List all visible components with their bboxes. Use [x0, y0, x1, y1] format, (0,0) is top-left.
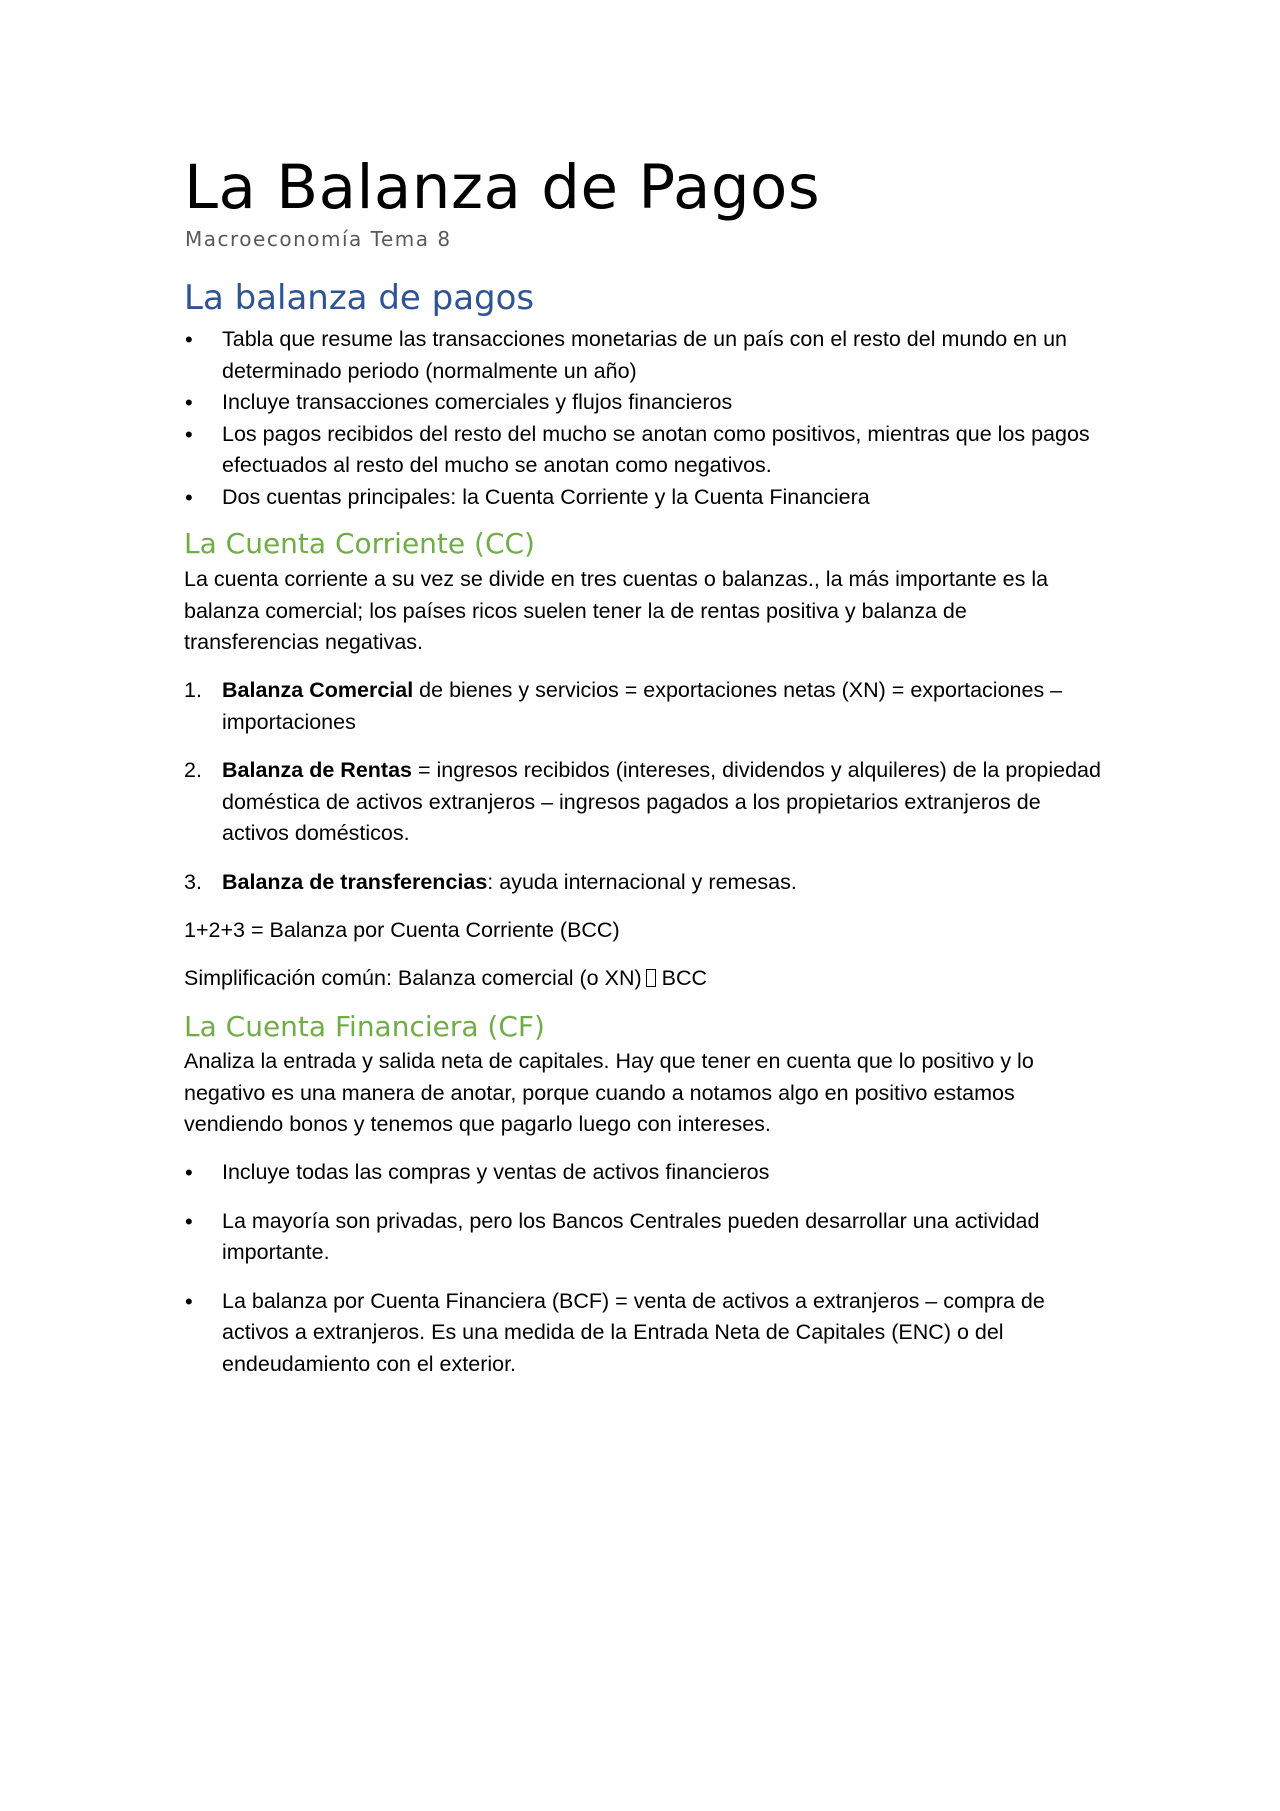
list-number: 3. — [184, 869, 202, 894]
section-heading-balanza-de-pagos: La balanza de pagos — [184, 278, 535, 318]
list-item — [184, 1286, 1104, 1381]
list-item — [184, 324, 1104, 387]
list-item — [184, 1157, 1104, 1189]
bullet-marker: • — [185, 327, 193, 352]
list-item-text: Los pagos recibidos del resto del mucho se anotan como positivos, mientras que los pagos efectuados al resto del mucho se anotan como negativos. — [222, 421, 1090, 477]
list-item-text: Incluye transacciones comerciales y flujos financieros — [222, 390, 733, 414]
simplification-text-after: BCC — [661, 966, 708, 990]
bullet-marker: • — [185, 1208, 193, 1234]
section2-simplification-line — [184, 963, 1104, 995]
bullet-marker: • — [185, 1160, 193, 1185]
list-item — [184, 387, 1104, 419]
simplification-text-before: Simplificación común: Balanza comercial (o XN) — [184, 966, 642, 990]
list-item — [184, 482, 1104, 514]
section2-sum-line: 1+2+3 = Balanza por Cuenta Corriente (BCC) — [184, 918, 620, 942]
list-item-text: de bienes y servicios = exportaciones netas (XN) = exportaciones – importaciones — [222, 678, 1063, 734]
missing-glyph-arrow-icon — [646, 969, 656, 987]
list-number: 1. — [184, 678, 202, 702]
bullet-marker: • — [185, 390, 193, 415]
list-item — [184, 755, 1104, 850]
list-item-text: : ayuda internacional y remesas. — [487, 869, 797, 894]
list-item-text: Dos cuentas principales: la Cuenta Corriente y la Cuenta Financiera — [222, 484, 870, 509]
list-item-bold-term: Balanza Comercial — [222, 678, 414, 702]
section2-intro-paragraph: La cuenta corriente a su vez se divide en tres cuentas o balanzas., la más importante es la balanza comercial; los países ricos suelen tener la de rentas positiva y balanza de transferencias negativas. — [184, 567, 1049, 654]
document-subtitle: Macroeconomía Tema 8 — [185, 227, 452, 251]
section3-intro-paragraph: Analiza la entrada y salida neta de capitales. Hay que tener en cuenta que lo positivo y lo negativo es una manera de anotar, porque cuando a notamos algo en positivo estamos vendiendo bonos y tenemos que pagarlo luego con intereses. — [184, 1049, 1034, 1136]
list-item-text: Incluye todas las compras y ventas de activos financieros — [222, 1160, 770, 1184]
list-item-bold-term: Balanza de transferencias — [222, 869, 488, 894]
list-item-text: La mayoría son privadas, pero los Bancos Centrales pueden desarrollar una actividad importante. — [222, 1208, 1040, 1264]
section2-numbered-list — [184, 675, 1104, 915]
section-heading-cuenta-corriente: La Cuenta Corriente (CC) — [184, 527, 535, 560]
list-item — [184, 867, 1104, 899]
list-item — [184, 1206, 1104, 1269]
document-title: La Balanza de Pagos — [184, 152, 821, 223]
section-heading-cuenta-financiera: La Cuenta Financiera (CF) — [184, 1010, 545, 1043]
list-item — [184, 419, 1104, 482]
list-item-text: = ingresos recibidos (intereses, dividendos y alquileres) de la propiedad doméstica de activos extranjeros – ingresos pagados a los propietarios extranjeros de activos domésticos. — [222, 758, 1101, 845]
list-number: 2. — [184, 758, 202, 782]
bullet-marker: • — [185, 484, 193, 510]
section3-bullet-list — [184, 1157, 1104, 1397]
list-item-bold-term: Balanza de Rentas — [222, 758, 412, 782]
bullet-marker: • — [185, 1288, 193, 1314]
section1-bullet-list — [184, 324, 1104, 513]
bullet-marker: • — [185, 421, 193, 447]
list-item-text: La balanza por Cuenta Financiera (BCF) = venta de activos a extranjeros – compra de activos a extranjeros. Es una medida de la Entrada Neta de Capitales (ENC) o del endeudamiento con el exterior. — [222, 1288, 1045, 1376]
list-item-text: Tabla que resume las transacciones monetarias de un país con el resto del mundo en un determinado periodo (normalmente un año) — [222, 327, 1067, 383]
list-item — [184, 675, 1104, 738]
